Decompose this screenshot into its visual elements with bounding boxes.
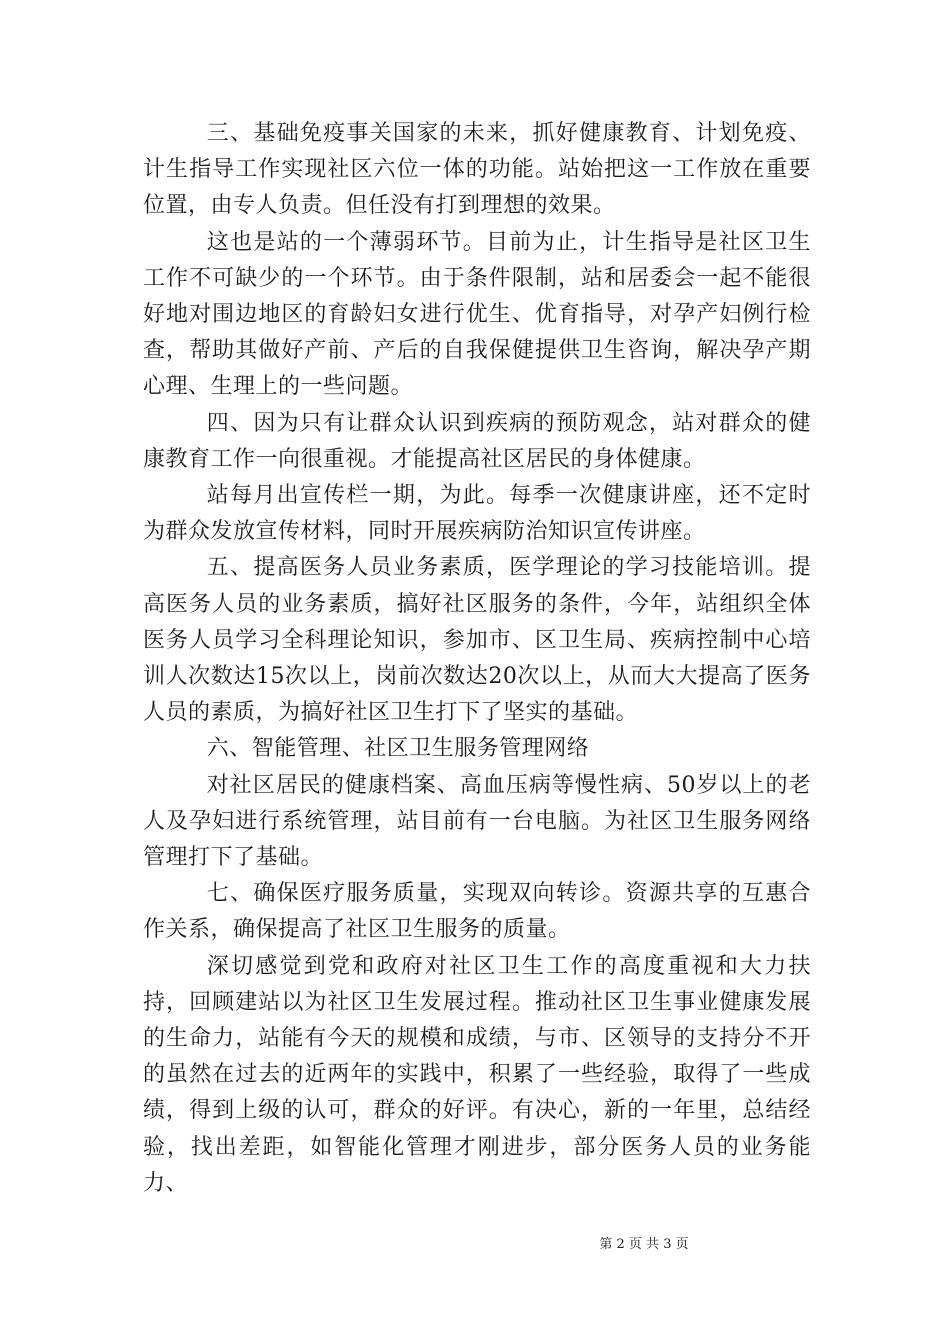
paragraph-family-planning: 这也是站的一个薄弱环节。目前为止，计生指导是社区卫生工作不可缺少的一个环节。由于条件限制，站和居委会一起不能很好地对围边地区的育龄妇女进行优生、优育指导，对孕产妇例行检查，帮助其做好产前、产后的自我保健提供卫生咨询，解决孕产期心理、生理上的一些问题。 bbox=[143, 229, 811, 400]
document-body bbox=[143, 116, 811, 1202]
page-number: 第 2 页 共 3 页 bbox=[599, 1237, 689, 1252]
paragraph-immunization: 三、基础免疫事关国家的未来，抓好健康教育、计划免疫、计生指导工作实现社区六位一体的功能。站始把这一工作放在重要位置，由专人负责。但任没有打到理想的效果。 bbox=[143, 121, 811, 219]
paragraph-health-education: 四、因为只有让群众认识到疾病的预防观念，站对群众的健康教育工作一向很重视。才能提高社区居民的身体健康。 bbox=[143, 410, 811, 472]
paragraph-network-heading: 六、智能管理、社区卫生服务管理网络 bbox=[206, 736, 590, 762]
paragraph-system-management: 对社区居民的健康档案、高血压病等慢性病、50岁以上的老人及孕妇进行系统管理，站目前有一台电脑。为社区卫生服务网络管理打下了基础。 bbox=[143, 772, 811, 871]
paragraph-summary: 深切感觉到党和政府对社区卫生工作的高度重视和大力扶持，回顾建站以为社区卫生发展过程。推动社区卫生事业健康发展的生命力，站能有今天的规模和成绩，与市、区领导的支持分不开的虽然在过去的近两年的实践中，积累了一些经验，取得了一些成绩，得到上级的认可，群众的好评。有决心，新的一年里，总结经验，找出差距，如智能化管理才刚进步，部分医务人员的业务能力、 bbox=[143, 953, 811, 1196]
page-footer bbox=[0, 1233, 950, 1252]
paragraph-referral: 七、确保医疗服务质量，实现双向转诊。资源共享的互惠合作关系，确保提高了社区卫生服务的质量。 bbox=[143, 881, 811, 943]
paragraph-publicity: 站每月出宣传栏一期，为此。每季一次健康讲座，还不定时为群众发放宣传材料，同时开展疾病防治知识宣传讲座。 bbox=[143, 483, 811, 545]
paragraph-staff-training: 五、提高医务人员业务素质，医学理论的学习技能培训。提高医务人员的业务素质，搞好社区服务的条件，今年，站组织全体医务人员学习全科理论知识，参加市、区卫生局、疾病控制中心培训人次数达15次以上，岗前次数达20次以上，从而大大提高了医务人员的素质，为搞好社区卫生打下了坚实的基础。 bbox=[143, 555, 811, 726]
